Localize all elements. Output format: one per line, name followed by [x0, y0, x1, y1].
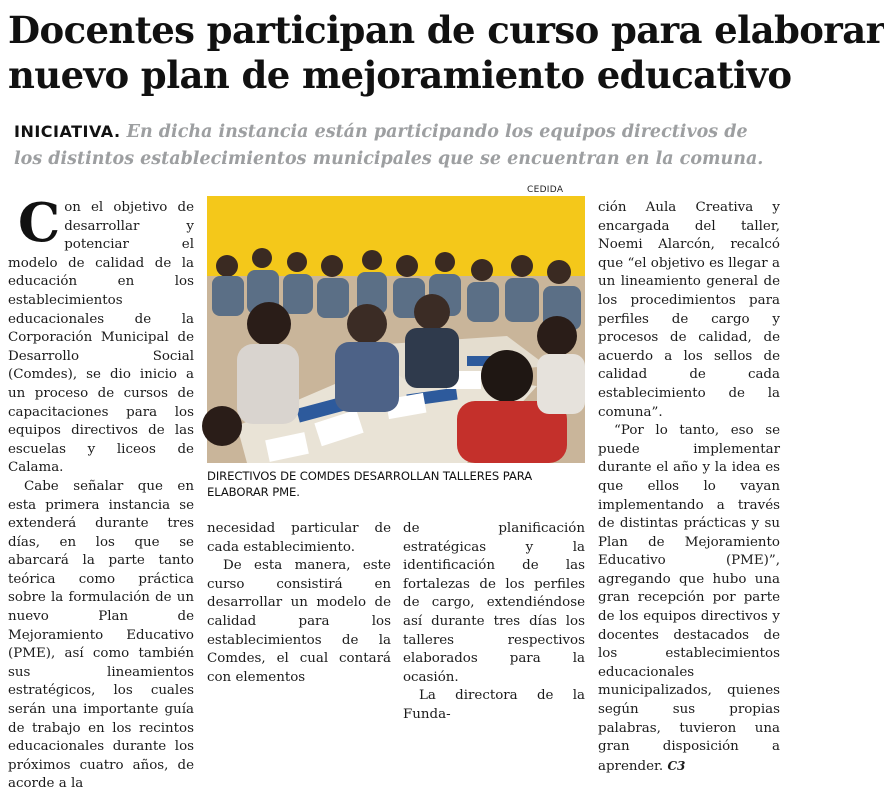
- column-2: [207, 520, 391, 687]
- photo-caption: DIRECTIVOS DE COMDES DESARROLLAN TALLERES PARA ELABORAR PME.: [207, 469, 533, 499]
- headline-line-2: nuevo plan de mejoramiento educativo: [8, 53, 792, 97]
- article-headline: [8, 8, 884, 98]
- headline-line-1: Docentes participan de curso para elaborar: [8, 8, 884, 52]
- paragraph-4-continued: ción Aula Creativa y encargada del taller, Noemi Alarcón, recalcó que “el objetivo es llegar a un lineamiento general de los procedimientos para perfiles de cargo y procesos de calidad, de acuerdo a los sellos de calidad de cada establecimiento de la comuna”.: [598, 200, 780, 420]
- paragraph-3-continued: de planificación estratégicas y la identificación de las fortalezas de los perfiles de cargo, extendiéndose así durante tres días los talleres respectivos elaborados para la ocasión.: [403, 521, 585, 685]
- workshop-photo-illustration: [207, 196, 585, 463]
- paragraph-1: on el objetivo de desarrollar y potenciar el modelo de calidad de la educación en los establecimientos educacionales de la Corporación Municipal de Desarrollo Social (Comdes), se dio inicio a un proceso de cursos de capacitaciones para los equipos directivos de las escuelas y liceos de Calama.: [8, 200, 194, 476]
- paragraph-2-continued: necesidad particular de cada establecimiento.: [207, 521, 391, 555]
- column-4: [598, 199, 780, 776]
- article-lead: [14, 118, 779, 173]
- column-3: [403, 520, 585, 725]
- lead-text: En dicha instancia están participando los equipos directivos de los distintos establecimientos municipales que se encuentran en la comuna.: [14, 122, 764, 169]
- paragraph-3: De esta manera, este curso consistirá en desarrollar un modelo de calidad para los establecimientos de la Comdes, el cual contará con elementos: [207, 558, 391, 685]
- paragraph-5: [598, 422, 780, 776]
- paragraph-5-text: “Por lo tanto, eso se puede implementar durante el año y la idea es que ellos lo vayan implementando a través de distintas prácticas y su Plan de Mejoramiento Educativo (PME)”, agregando que hubo una gran recepción por parte de los equipos directivos y docentes destacados de los establecimientos educacionales municipalizados, quienes según sus propias palabras, tuvieron una gran disposición a aprender.: [598, 423, 780, 774]
- end-mark: C3: [667, 758, 686, 773]
- column-1: [8, 192, 194, 794]
- photo-credit: CEDIDA: [527, 185, 564, 195]
- drop-cap: C: [18, 192, 61, 254]
- article-photo: [207, 196, 585, 463]
- paragraph-4: La directora de la Funda-: [403, 688, 585, 722]
- lead-kicker: INICIATIVA.: [14, 122, 121, 141]
- paragraph-2: Cabe señalar que en esta primera instancia se extenderá durante tres días, en los que se abarcará la parte tanto teórica como práctica sobre la formulación de un nuevo Plan de Mejoramiento Educativo (PME), así como también sus lineamientos estratégicos, los cuales serán una importante guía de trabajo en los recintos educacionales durante los próximos cuatro años, de acorde a la: [8, 478, 194, 792]
